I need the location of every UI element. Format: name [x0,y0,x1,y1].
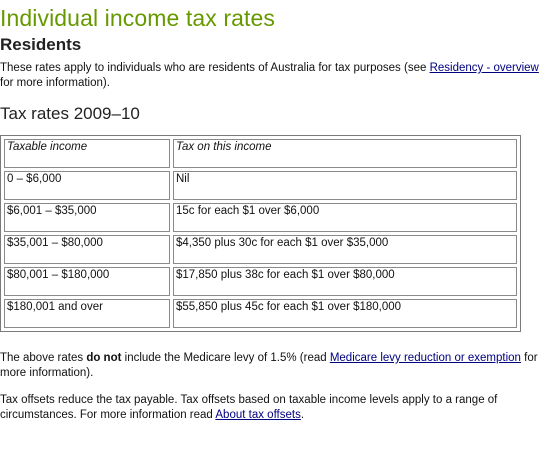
table-row [4,171,517,200]
tax-amount-cell: Nil [173,171,517,200]
table-row [4,299,517,328]
medicare-note-text-before: The above rates [0,352,87,364]
column-header-tax-on-income: Tax on this income [173,139,517,168]
column-header-taxable-income: Taxable income [4,139,170,168]
tax-amount-cell: 15c for each $1 over $6,000 [173,203,517,232]
medicare-note-emphasis: do not [86,352,122,364]
intro-text-before: These rates apply to individuals who are residents of Australia for tax purposes (see [0,62,430,74]
table-row [4,235,517,264]
residency-overview-link[interactable]: Residency - overview [429,62,539,74]
table-header-row [4,139,517,168]
income-range-cell: $6,001 – $35,000 [4,203,170,232]
tax-amount-cell: $4,350 plus 30c for each $1 over $35,000 [173,235,517,264]
table-row [4,203,517,232]
tax-amount-cell: $17,850 plus 38c for each $1 over $80,000 [173,267,517,296]
intro-text-after: for more information). [0,77,110,89]
table-row [4,267,517,296]
about-tax-offsets-link[interactable]: About tax offsets [215,409,301,421]
medicare-note-text-middle: include the Medicare levy of 1.5% (read [121,352,330,364]
income-range-cell: $180,001 and over [4,299,170,328]
medicare-levy-note [0,351,545,381]
tax-rates-heading: Tax rates 2009–10 [0,104,140,123]
page-title: Individual income tax rates [0,5,276,31]
offsets-note-text-before: Tax offsets reduce the tax payable. Tax offsets based on taxable income levels apply to a range of circumstances. For more information read [0,394,498,421]
tax-amount-cell: $55,850 plus 45c for each $1 over $180,000 [173,299,517,328]
income-range-cell: $35,001 – $80,000 [4,235,170,264]
income-range-cell: 0 – $6,000 [4,171,170,200]
intro-paragraph [0,61,545,91]
income-range-cell: $80,001 – $180,000 [4,267,170,296]
tax-offsets-note [0,393,548,423]
medicare-levy-reduction-link[interactable]: Medicare levy reduction or exemption [329,352,521,364]
medicare-note-text-after: for more information). [0,352,538,379]
section-heading-residents: Residents [0,35,82,54]
tax-rates-table [0,135,521,332]
offsets-note-text-after: . [300,409,305,421]
